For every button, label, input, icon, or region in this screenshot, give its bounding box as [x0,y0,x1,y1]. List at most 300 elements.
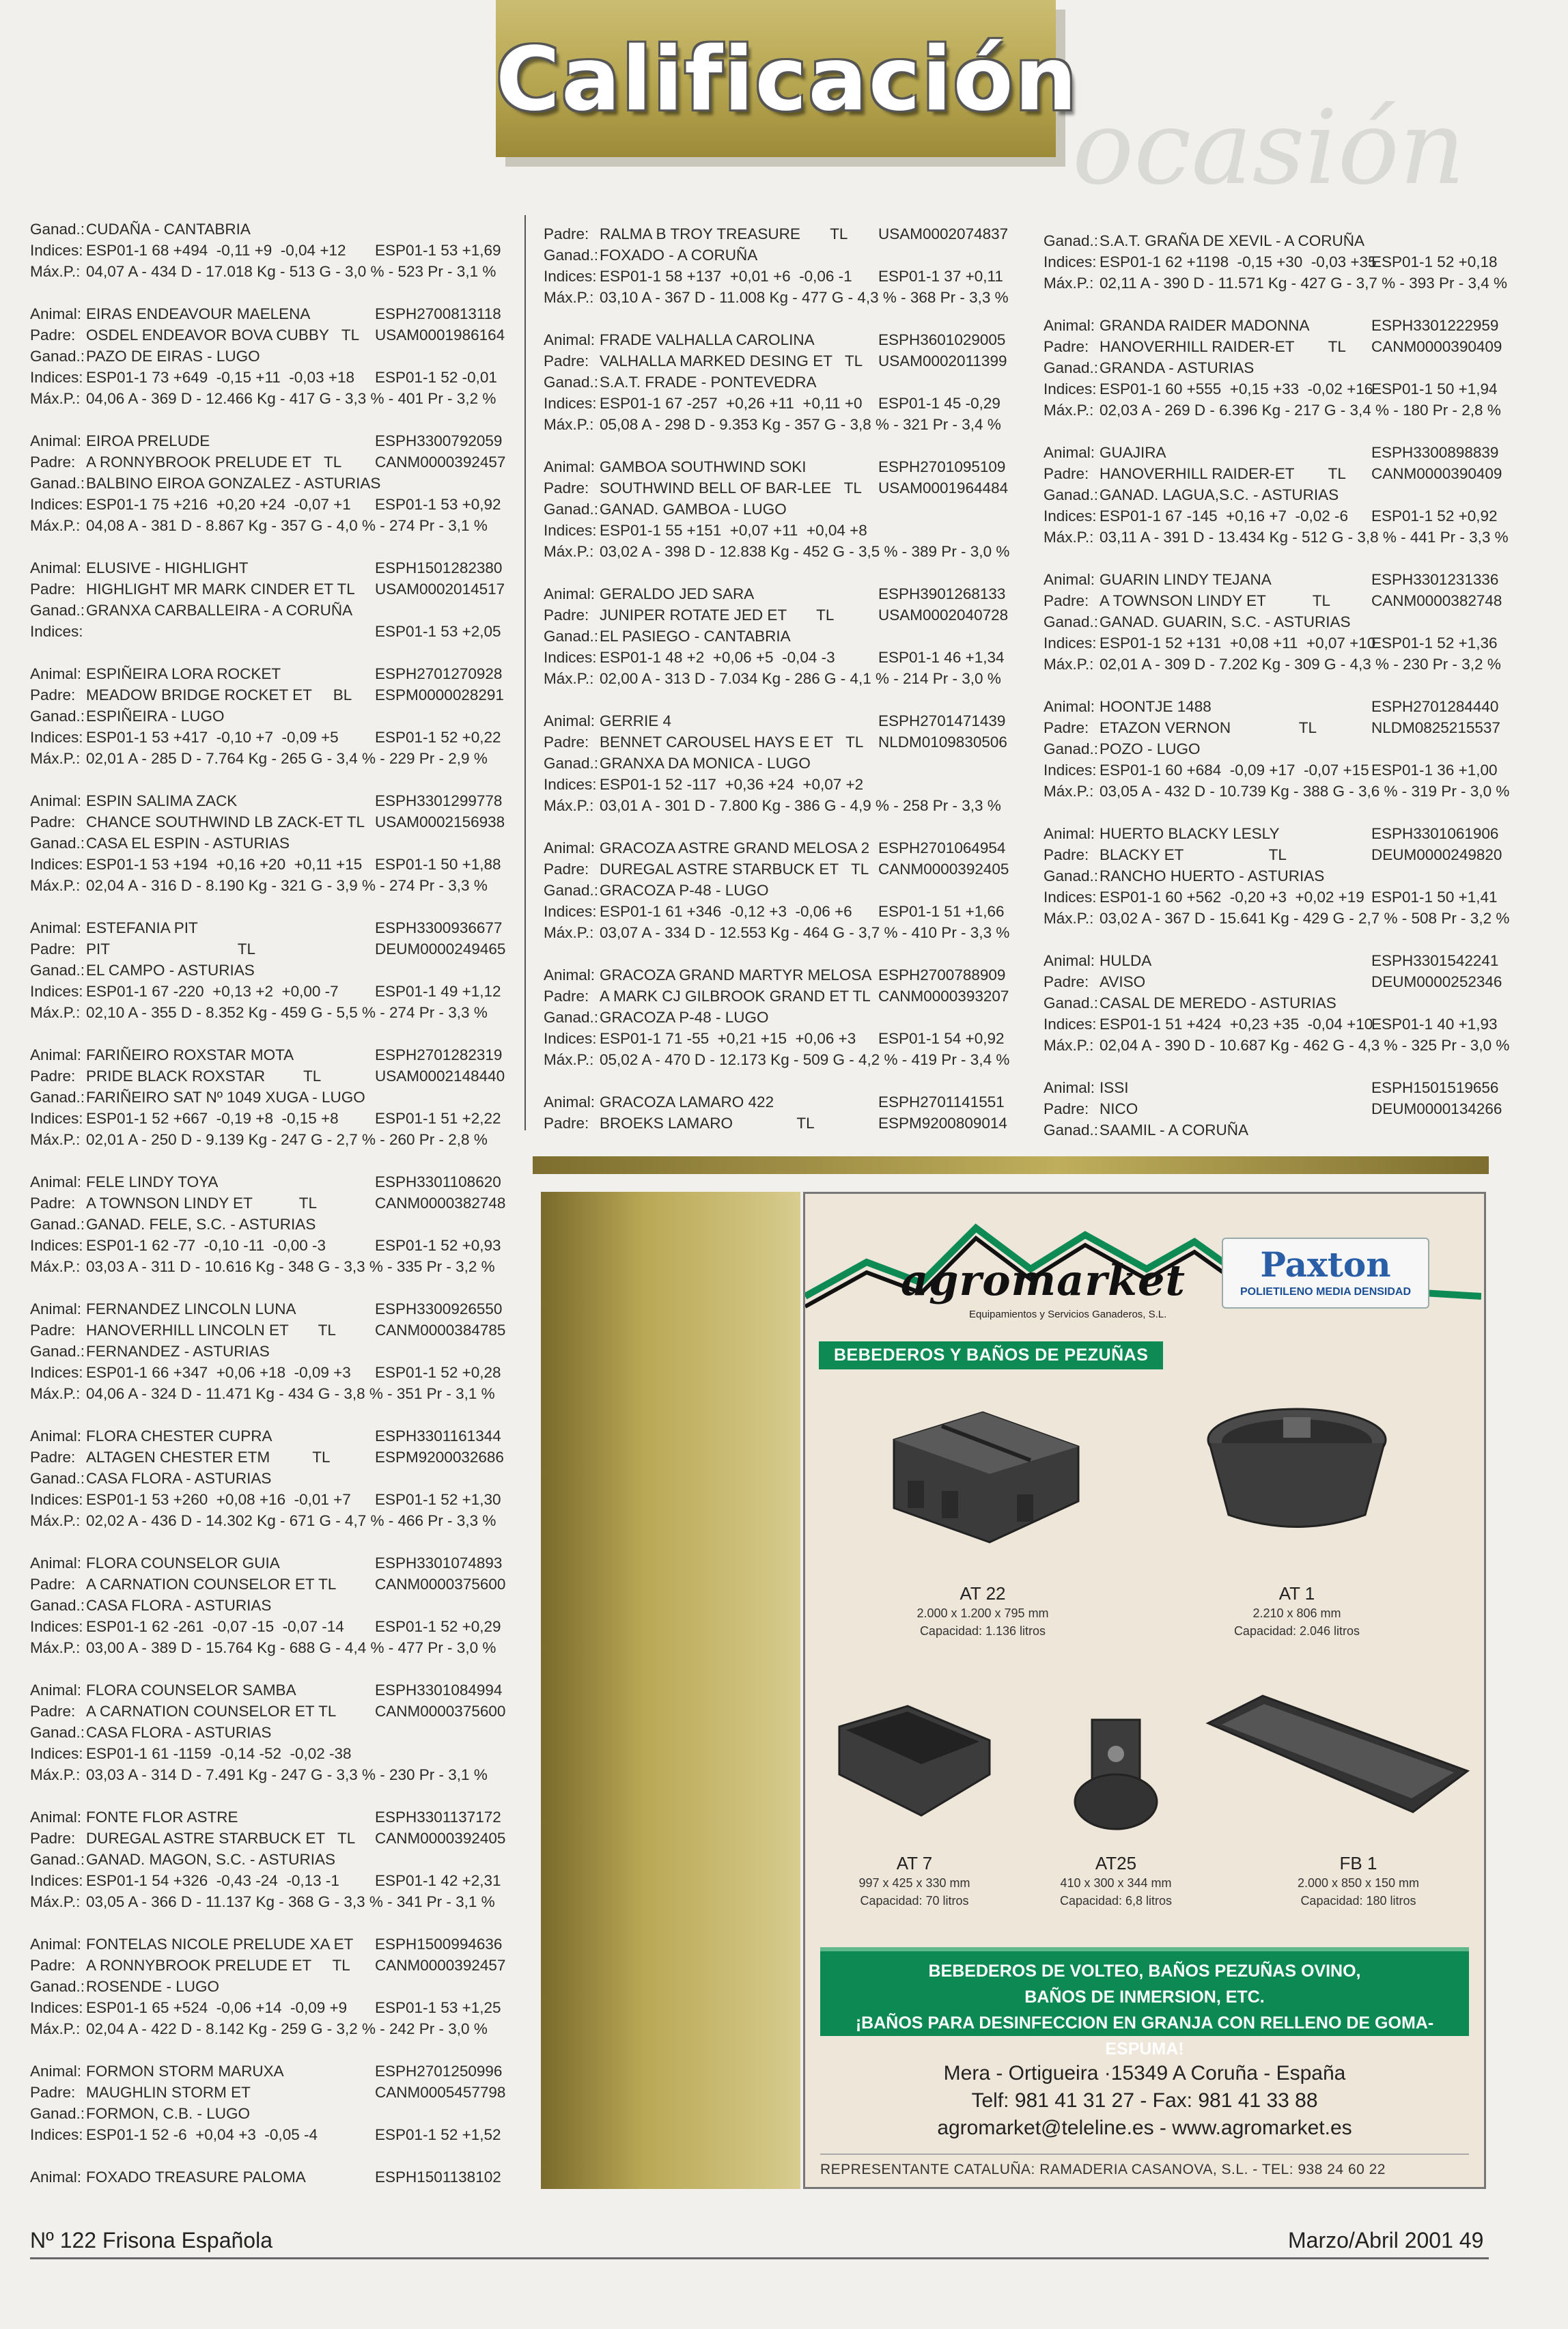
animal-entry [30,1934,505,2039]
field-value: A MARK CJ GILBROOK GRAND ET TL [600,988,871,1005]
field-value: S.A.T. FRADE - PONTEVEDRA [600,374,817,391]
entry-line [30,600,505,621]
field-code: ESP01-1 49 +1,12 [375,983,501,1000]
field-value: 04,08 A - 381 D - 8.867 Kg - 357 G - 4,0 % - 274 Pr - 3,1 % [86,517,488,534]
entry-line [1044,738,1494,759]
field-label: Indices: [1044,380,1097,398]
entry-line [544,647,1005,668]
animal-entry [30,1807,505,1912]
field-value: 05,08 A - 298 D - 9.353 Kg - 357 G - 3,8 % - 321 Pr - 3,4 % [600,416,1001,433]
entry-line [544,880,1001,901]
animal-entry [544,329,1007,435]
field-label: Ganad.: [1044,994,1099,1012]
field-value: 03,03 A - 311 D - 10.616 Kg - 348 G - 3,3 % - 335 Pr - 3,2 % [86,1258,495,1275]
field-label: Animal: [30,559,82,576]
entry-line [544,1049,1010,1070]
field-label: Ganad.: [1044,1121,1099,1139]
entry-line [544,329,1006,350]
gold-divider-rule [533,1156,1489,1174]
field-code: ESPH3301542241 [1371,952,1499,969]
field-value: ESP01-1 66 +347 +0,06 +18 -0,09 +3 [86,1364,351,1381]
field-value: GANAD. FELE, S.C. - ASTURIAS [86,1216,316,1233]
animal-entry [30,663,505,769]
contact-phone: Telf: 981 41 31 27 - Fax: 981 41 33 88 [971,2089,1318,2112]
entry-line [544,795,1001,816]
animal-entry [1044,696,1510,802]
field-value: A CARNATION COUNSELOR ET TL [86,1703,337,1720]
product-fb1 [1256,1853,1461,1910]
entry-line [544,986,1009,1007]
field-code: ESP01-1 52 +0,18 [1371,253,1498,270]
field-label: Animal: [544,966,596,984]
field-value: CASA FLORA - ASTURIAS [86,1724,272,1741]
animal-entry [30,2061,505,2145]
field-value: 02,00 A - 313 D - 7.034 Kg - 286 G - 4,1 % - 214 Pr - 3,0 % [600,670,1001,687]
entry-line [544,1007,1001,1028]
entry-line [30,1320,505,1341]
field-code: ESP01-1 53 +1,25 [375,1999,501,2016]
entry-line [30,1065,505,1087]
entry-line [1044,908,1510,929]
field-label: Máx.P.: [544,924,594,941]
product-at1 [1201,1583,1392,1640]
animal-entry [544,1091,1007,1134]
listing-column-2 [544,223,1010,1155]
field-label: Padre: [544,861,589,878]
field-value: 02,10 A - 355 D - 8.352 Kg - 459 G - 5,5 % - 274 Pr - 3,3 % [86,1004,488,1021]
entry-line [30,960,505,981]
field-value: OSDEL ENDEAVOR BOVA CUBBY TL [86,326,360,344]
animal-entry [30,2166,505,2188]
field-value: GRANDA RAIDER MADONNA [1100,317,1310,334]
field-code: ESP01-1 52 +1,52 [375,2126,501,2143]
animal-entry [30,557,505,642]
field-label: Máx.P.: [30,1639,81,1656]
entry-line [1044,336,1502,357]
entry-line [1044,1014,1498,1035]
field-value: 04,06 A - 324 D - 11.471 Kg - 434 G - 3,8 % - 351 Pr - 3,1 % [86,1385,495,1402]
field-code: ESP01-1 52 +0,22 [375,729,501,746]
contact-address: Mera - Ortigueira ·15349 A Coruña - España [943,2062,1346,2084]
entry-line [544,350,1007,372]
field-label: Ganad.: [544,1009,599,1026]
field-code: ESPH3301137172 [375,1809,501,1826]
field-code: ESP01-1 51 +2,22 [375,1110,501,1127]
field-label: Animal: [544,712,596,729]
field-code: ESP01-1 54 +0,92 [878,1030,1005,1047]
entry-line [30,621,505,642]
field-code: NLDM0109830506 [878,734,1007,751]
field-label: Padre: [544,225,589,242]
animal-entry [1044,823,1510,929]
product-capacity: Capacidad: 6,8 litros [1059,1894,1173,1908]
field-value: MEADOW BRIDGE ROCKET ET BL [86,686,352,703]
entry-line [30,1870,505,1891]
field-label: Indices: [544,903,597,920]
field-value: 02,02 A - 436 D - 14.302 Kg - 671 G - 4,7 % - 466 Pr - 3,3 % [86,1512,496,1529]
field-label: Máx.P.: [30,877,81,894]
field-value: FARIÑEIRO SAT Nº 1049 XUGA - LUGO [86,1089,365,1106]
entry-line [30,1955,505,1976]
field-label: Animal: [30,1682,82,1699]
field-code: ESP01-1 53 +1,69 [375,242,501,259]
field-label: Máx.P.: [1044,402,1094,419]
entry-line [30,367,505,388]
field-label: Indices: [1044,253,1097,270]
field-label: Máx.P.: [544,797,594,814]
field-value: ESP01-1 51 +424 +0,23 +35 -0,04 +10 [1100,1016,1373,1033]
field-code: ESPH3301299778 [375,792,503,809]
field-value: GERRIE 4 [600,712,672,729]
entry-line [1044,442,1499,463]
field-label: Máx.P.: [30,1512,81,1529]
entry-line [30,1849,505,1870]
field-value: ESP01-1 68 +494 -0,11 +9 -0,04 +12 [86,242,346,259]
field-code: ESP01-1 52 -0,01 [375,369,497,386]
field-label: Animal: [1044,1079,1095,1096]
field-label: Máx.P.: [544,670,594,687]
animal-entry [30,1044,505,1150]
field-value: GRACOZA P-48 - LUGO [600,1009,769,1026]
field-value: CUDAÑA - CANTABRIA [86,221,251,238]
entry-line [30,1468,505,1489]
entry-line [1044,273,1507,294]
field-label: Animal: [30,792,82,809]
field-code: ESPH1501138102 [375,2168,501,2186]
field-label: Indices: [30,496,83,513]
field-label: Indices: [30,729,83,746]
entry-line [30,1193,505,1214]
field-value: ESP01-1 58 +137 +0,01 +6 -0,06 -1 [600,268,852,285]
field-value: FORMON, C.B. - LUGO [86,2105,251,2122]
animal-entry [30,219,505,282]
listing-column-1 [30,219,505,2209]
field-label: Animal: [544,585,596,602]
field-label: Máx.P.: [1044,1037,1094,1054]
entry-line [1044,887,1498,908]
entry-line [1044,696,1499,717]
field-label: Animal: [30,1936,82,1953]
field-label: Padre: [544,988,589,1005]
field-label: Máx.P.: [30,2020,81,2037]
field-label: Máx.P.: [30,1004,81,1021]
field-code: ESPH3300792059 [375,432,503,449]
field-code: CANM0000392405 [375,1830,506,1847]
field-value: GAMBOA SOUTHWIND SOKI [600,458,807,475]
product-dimensions: 2.210 x 806 mm [1252,1606,1341,1620]
field-value: BENNET CAROUSEL HAYS E ET TL [600,734,864,751]
field-value: GUARIN LINDY TEJANA [1100,571,1272,588]
entry-line [30,1828,505,1849]
field-code: CANM0000375600 [375,1576,506,1593]
footer-rule [30,2257,1489,2259]
field-label: Indices: [1044,889,1097,906]
footer-date-page: Marzo/Abril 2001 49 [1288,2228,1484,2253]
field-label: Animal: [1044,317,1095,334]
field-value: ESPIÑEIRA - LUGO [86,708,225,725]
animal-entry [30,1298,505,1404]
field-value: ESP01-1 48 +2 +0,06 +5 -0,04 -3 [600,649,835,666]
field-label: Máx.P.: [30,1893,81,1910]
field-value: ESP01-1 52 -117 +0,36 +24 +0,07 +2 [600,776,864,793]
field-value: ESP01-1 67 -257 +0,26 +11 +0,11 +0 [600,395,863,412]
entry-line [544,964,1006,986]
field-label: Máx.P.: [1044,529,1094,546]
field-label: Animal: [30,305,82,322]
field-value: ESP01-1 60 +555 +0,15 +33 -0,02 +16 [1100,380,1373,398]
field-label: Animal: [30,1300,82,1317]
field-code: ESP01-1 52 +0,28 [375,1364,501,1381]
animal-entry [544,837,1010,943]
field-label: Indices: [30,1237,83,1254]
entry-line [30,1595,505,1616]
field-value: GRACOZA LAMARO 422 [600,1093,774,1111]
field-code: ESPH2700788909 [878,966,1006,984]
entry-line [1044,1119,1494,1141]
field-label: Ganad.: [1044,486,1099,503]
entry-line [1044,1098,1502,1119]
field-value: PAZO DE EIRAS - LUGO [86,348,260,365]
field-label: Animal: [30,2063,82,2080]
field-label: Ganad.: [30,835,85,852]
entry-line [544,372,1001,393]
field-value: EL PASIEGO - CANTABRIA [600,628,791,645]
field-value: POZO - LUGO [1100,740,1201,757]
field-label: Padre: [1044,973,1089,990]
entry-line [30,1447,505,1468]
field-label: Ganad.: [30,1089,85,1106]
field-value: CASA EL ESPIN - ASTURIAS [86,835,290,852]
field-label: Padre: [1044,465,1089,482]
field-value: FLORA COUNSELOR SAMBA [86,1682,296,1699]
field-value: 02,11 A - 390 D - 11.571 Kg - 427 G - 3,7 % - 393 Pr - 3,4 % [1100,275,1507,292]
field-code: ESP01-1 53 +2,05 [375,623,501,640]
entry-line [544,541,1010,562]
field-code: CANM0000390409 [1371,338,1502,355]
field-value: ESP01-1 73 +649 -0,15 +11 -0,03 +18 [86,369,355,386]
field-value: ESP01-1 65 +524 -0,06 +14 -0,09 +9 [86,1999,348,2016]
entry-line [1044,611,1494,632]
animal-entry [1044,950,1510,1056]
field-value: ESP01-1 52 +667 -0,19 +8 -0,15 +8 [86,1110,339,1127]
field-value: GANAD. GUARIN, S.C. - ASTURIAS [1100,613,1351,630]
field-label: Animal: [1044,698,1095,715]
entry-line [30,854,505,875]
field-label: Máx.P.: [544,1051,594,1068]
field-code: ESP01-1 42 +2,31 [375,1872,501,1889]
field-code: ESP01-1 36 +1,00 [1371,762,1498,779]
field-value: RANCHO HUERTO - ASTURIAS [1100,867,1325,884]
field-label: Máx.P.: [30,517,81,534]
field-label: Padre: [30,1576,76,1593]
product-dimensions: 2.000 x 1.200 x 795 mm [916,1606,1049,1620]
field-label: Máx.P.: [30,263,81,280]
field-value: HANOVERHILL RAIDER-ET TL [1100,465,1346,482]
field-code: ESP01-1 45 -0,29 [878,395,1000,412]
field-label: Ganad.: [30,1978,85,1995]
field-value: ESP01-1 53 +260 +0,08 +16 -0,01 +7 [86,1491,351,1508]
field-label: Máx.P.: [544,416,594,433]
field-code: ESPH1501519656 [1371,1079,1499,1096]
entry-line [30,1235,505,1256]
product-dimensions: 2.000 x 850 x 150 mm [1297,1876,1420,1890]
animal-entry [30,1425,505,1531]
field-value: ESP01-1 52 +131 +0,08 +11 +0,07 +10 [1100,634,1376,652]
field-value: HUERTO BLACKY LESLY [1100,825,1280,842]
field-label: Padre: [30,686,76,703]
field-value: HIGHLIGHT MR MARK CINDER ET TL [86,581,355,598]
animal-entry [30,1679,505,1785]
animal-entry [544,223,1009,308]
entry-line [30,1701,505,1722]
field-code: ESPH3300898839 [1371,444,1499,461]
product-at25 [1024,1853,1208,1910]
product-dimensions: 410 x 300 x 344 mm [1060,1876,1172,1890]
field-value: A TOWNSON LINDY ET TL [86,1195,318,1212]
entry-line [544,583,1006,604]
field-label: Máx.P.: [1044,910,1094,927]
field-value: ESP01-1 53 +417 -0,10 +7 -0,09 +5 [86,729,339,746]
field-label: Animal: [1044,444,1095,461]
field-value: 02,01 A - 250 D - 9.139 Kg - 247 G - 2,7 % - 260 Pr - 2,8 % [86,1131,488,1148]
field-label: Ganad.: [544,882,599,899]
field-value: CASAL DE MEREDO - ASTURIAS [1100,994,1336,1012]
field-label: Ganad.: [544,501,599,518]
entry-line [30,727,505,748]
entry-line [544,266,1001,287]
field-value: GANAD. MAGON, S.C. - ASTURIAS [86,1851,336,1868]
trough-at1-image [1201,1402,1392,1539]
field-label: Máx.P.: [544,289,594,306]
entry-line [30,1044,505,1065]
entry-line [30,1764,505,1785]
field-value: GUAJIRA [1100,444,1166,461]
field-value: ESP01-1 75 +216 +0,20 +24 -0,07 +1 [86,496,351,513]
listing-column-3 [1044,230,1510,1162]
field-value: ESP01-1 62 -77 -0,10 -11 -0,00 -3 [86,1237,326,1254]
entry-line [30,451,505,473]
entry-line [30,875,505,896]
entry-line [544,1113,1007,1134]
field-code: CANM0000375600 [375,1703,506,1720]
field-label: Máx.P.: [1044,783,1094,800]
field-value: GANAD. LAGUA,S.C. - ASTURIAS [1100,486,1339,503]
field-value: GANAD. GAMBOA - LUGO [600,501,787,518]
field-value: 02,04 A - 422 D - 8.142 Kg - 259 G - 3,2 % - 242 Pr - 3,0 % [86,2020,488,2037]
field-value: FERNANDEZ LINCOLN LUNA [86,1300,296,1317]
entry-line [1044,527,1509,548]
field-value: HULDA [1100,952,1152,969]
entry-line [30,938,505,960]
field-label: Ganad.: [30,1597,85,1614]
field-code: CANM0000392457 [375,454,506,471]
field-label: Padre: [30,940,76,958]
field-label: Animal: [544,839,596,856]
animal-entry [544,964,1010,1070]
field-value: NICO [1100,1100,1138,1117]
field-label: Ganad.: [544,374,599,391]
entry-line [544,477,1009,499]
field-code: ESP01-1 40 +1,93 [1371,1016,1498,1033]
animal-entry [30,430,505,536]
field-code: ESPH2701141551 [878,1093,1005,1111]
field-label: Máx.P.: [30,1258,81,1275]
field-code: DEUM0000249465 [375,940,506,958]
field-code: USAM0002011399 [878,352,1007,369]
entry-line [30,1256,505,1277]
field-label: Animal: [30,919,82,936]
field-value: RALMA B TROY TREASURE TL [600,225,848,242]
field-label: Máx.P.: [30,1131,81,1148]
field-label: Padre: [544,1115,589,1132]
field-value: GRACOZA P-48 - LUGO [600,882,769,899]
field-label: Indices: [544,522,597,539]
entry-line [1044,400,1501,421]
field-label: Animal: [30,2168,82,2186]
field-label: Padre: [30,1322,76,1339]
field-label: Ganad.: [544,755,599,772]
field-value: FLORA COUNSELOR GUIA [86,1554,280,1572]
field-label: Animal: [1044,825,1095,842]
field-code: USAM0001964484 [878,479,1009,497]
field-label: Indices: [544,1030,597,1047]
field-value: ETAZON VERNON TL [1100,719,1317,736]
field-code: ESP01-1 50 +1,88 [375,856,501,873]
field-value: CHANCE SOUTHWIND LB ZACK-ET TL [86,813,365,831]
product-capacity: Capacidad: 70 litros [860,1894,969,1908]
field-label: Máx.P.: [1044,656,1094,673]
field-value: ESPIN SALIMA ZACK [86,792,238,809]
entry-line [544,245,1001,266]
field-label: Indices: [30,1110,83,1127]
entry-line [1044,865,1494,887]
entry-line [30,833,505,854]
field-label: Padre: [30,1068,76,1085]
entry-line [30,578,505,600]
entry-line [30,346,505,367]
field-code: DEUM0000134266 [1371,1100,1502,1117]
field-code: DEUM0000252346 [1371,973,1502,990]
field-value: FOXADO TREASURE PALOMA [86,2168,306,2186]
agromarket-tagline: Equipamientos y Servicios Ganaderos, S.L. [969,1309,1167,1320]
field-code: CANM0000392405 [878,861,1009,878]
entry-line [1044,823,1499,844]
field-label: Ganad.: [30,602,85,619]
field-label: Máx.P.: [30,390,81,407]
entry-line [30,1743,505,1764]
tray-fb1-image [1201,1689,1474,1826]
entry-line [30,2103,505,2124]
field-label: Padre: [544,606,589,624]
field-value: 03,03 A - 314 D - 7.491 Kg - 247 G - 3,3 % - 230 Pr - 3,1 % [86,1766,488,1783]
field-value: ESTEFANIA PIT [86,919,198,936]
field-value: FORMON STORM MARUXA [86,2063,284,2080]
entry-line [544,731,1007,753]
entry-line [30,1552,505,1574]
entry-line [544,223,1009,245]
field-label: Ganad.: [1044,613,1099,630]
entry-line [30,1934,505,1955]
field-code: ESPH3300936677 [375,919,503,936]
field-label: Animal: [30,665,82,682]
field-value: EIROA PRELUDE [86,432,210,449]
field-value: 03,07 A - 334 D - 12.553 Kg - 464 G - 3,7 % - 410 Pr - 3,3 % [600,924,1010,941]
field-label: Ganad.: [30,2105,85,2122]
entry-line [30,430,505,451]
entry-line [30,515,505,536]
field-label: Indices: [1044,507,1097,525]
field-value: 02,01 A - 309 D - 7.202 Kg - 309 G - 4,3 % - 230 Pr - 3,2 % [1100,656,1501,673]
